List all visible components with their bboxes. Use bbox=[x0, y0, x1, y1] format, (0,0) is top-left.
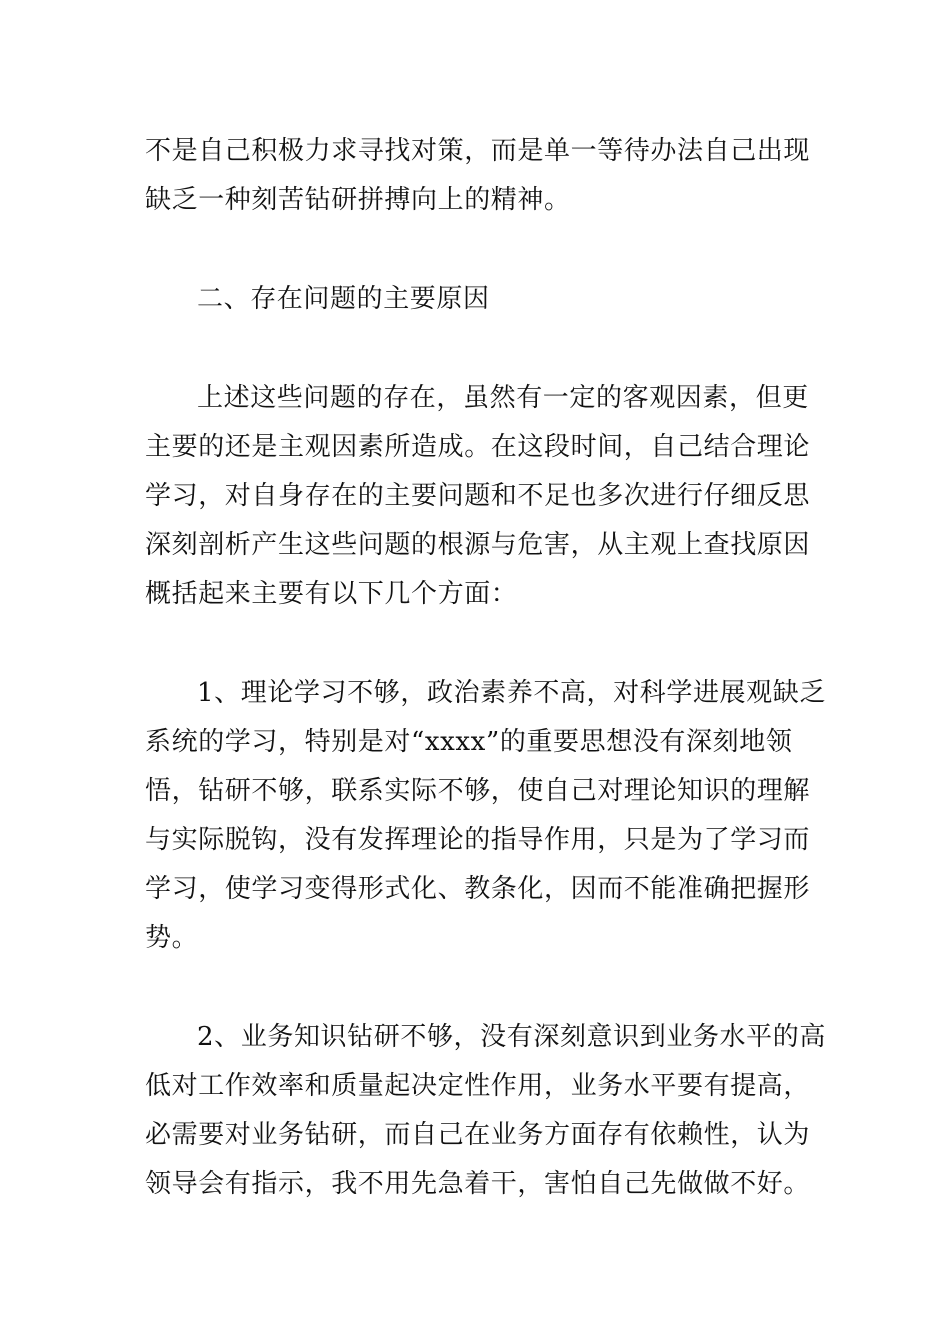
text-line: 领导会有指示，我不用先急着干，害怕自己先做做不好。 bbox=[145, 1169, 811, 1199]
paragraph-gap bbox=[145, 963, 817, 1013]
text-line: 学习，对自身存在的主要问题和不足也多次进行仔细反思 bbox=[145, 481, 811, 511]
text-line: 1、理论学习不够，政治素养不高，对科学进展观缺乏 bbox=[197, 678, 826, 708]
text-line: 悟，钻研不够，联系实际不够，使自己对理论知识的理解 bbox=[145, 776, 811, 806]
text-line: 概括起来主要有以下几个方面： bbox=[145, 579, 518, 609]
text-line: 低对工作效率和质量起决定性作用，业务水平要有提高， bbox=[145, 1071, 811, 1101]
text-line: 势。 bbox=[145, 923, 199, 953]
paragraph-gap bbox=[145, 619, 817, 669]
text-line: 2、业务知识钻研不够，没有深刻意识到业务水平的高 bbox=[197, 1022, 826, 1052]
cause-paragraph bbox=[145, 374, 817, 619]
paragraph-gap bbox=[145, 324, 817, 374]
section-heading bbox=[145, 275, 817, 324]
text-line: 必需要对业务钻研，而自己在业务方面存有依赖性，认为 bbox=[145, 1120, 811, 1150]
text-line: 系统的学习，特别是对“xxxx”的重要思想没有深刻地领 bbox=[145, 727, 793, 757]
text-line: 上述这些问题的存在，虽然有一定的客观因素，但更 bbox=[197, 383, 809, 413]
text-line: 与实际脱钩，没有发挥理论的指导作用，只是为了学习而 bbox=[145, 825, 811, 855]
text-line: 不是自己积极力求寻找对策，而是单一等待办法自己出现 bbox=[145, 136, 811, 166]
text-line: 深刻剖析产生这些问题的根源与危害，从主观上查找原因 bbox=[145, 530, 811, 560]
text-line: 缺乏一种刻苦钻研拼搏向上的精神。 bbox=[145, 185, 571, 215]
paragraph-gap bbox=[145, 225, 817, 275]
intro-paragraph bbox=[145, 127, 817, 225]
point-2-paragraph bbox=[145, 1013, 826, 1209]
text-line: 学习，使学习变得形式化、教条化，因而不能准确把握形 bbox=[145, 874, 811, 904]
document-page bbox=[145, 127, 826, 1209]
heading-text: 二、存在问题的主要原因 bbox=[197, 284, 490, 314]
point-1-paragraph bbox=[145, 669, 826, 963]
text-line: 主要的还是主观因素所造成。在这段时间，自己结合理论 bbox=[145, 432, 811, 462]
